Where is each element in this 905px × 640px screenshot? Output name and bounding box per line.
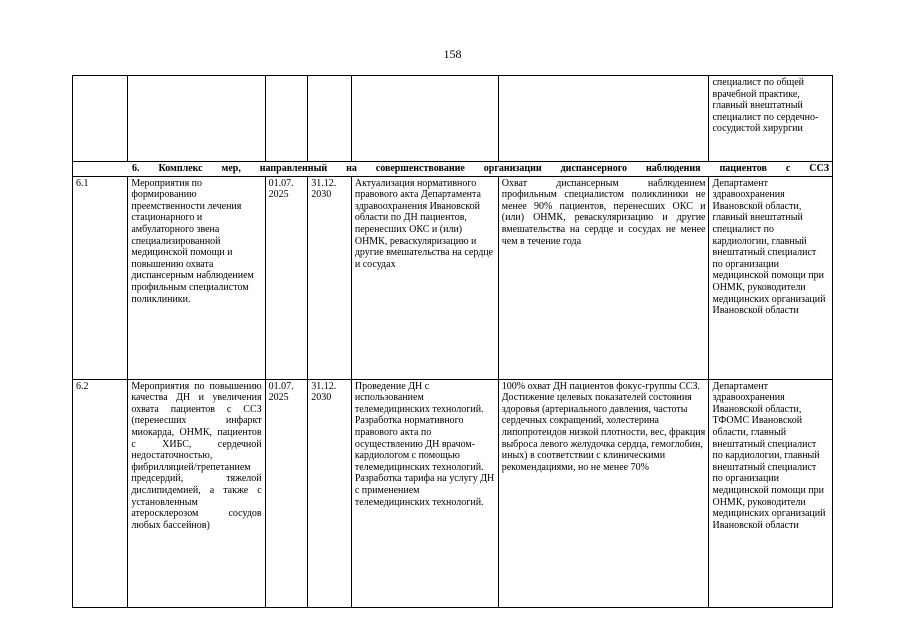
cell-responsible: Департамент здравоохранения Ивановской области, ТФОМС Ивановской области, главный внештатный специалист по кардиологии, главный внештатный специалист по организации медицинской помощи при ОНМК, руководители медицинских организаций Ивановской области xyxy=(709,379,833,607)
cell-responsible: Департамент здравоохранения Ивановской области, главный внештатный специалист по кардиологии, главный внештатный специалист по организации медицинской помощи при ОНМК, руководители медицинских организаций Ивановской области xyxy=(709,176,833,379)
table-row xyxy=(73,379,833,607)
cell-measure xyxy=(128,76,265,162)
indicator-line: Достижение целевых показателей состояния здоровья (артериального давления, частоты сердечных сокращений, холестерина липопротеидов низкой плотности, вес, фракция выброса левого желудочка сердца, гемоглобин, иных) в соответствии с клиническими рекомендациями, но не менее 70% xyxy=(501,392,706,473)
table-row xyxy=(73,176,833,379)
cell-result: Актуализация нормативного правового акта Департамента здравоохранения Ивановской области по ДН пациентов, перенесших ОКС и (или) ОНМК, реваскуляризацию и другие вмешательства на сердце и сосудах xyxy=(351,176,498,379)
cell-number xyxy=(73,76,128,162)
action-plan-table xyxy=(72,75,833,608)
cell-start: 01.07. 2025 xyxy=(265,379,308,607)
cell-indicator: Охват диспансерным наблюдением профильным специалистом поликлиники не менее 90% пациентов, перенесших ОКС и (или) ОНМК, реваскуляризацию и другие вмешательства на сердце и сосудах не менее чем в течение года xyxy=(498,176,709,379)
cell-indicator xyxy=(498,76,709,162)
cell-number: 6.1 xyxy=(73,176,128,379)
cell-number: 6.2 xyxy=(73,379,128,607)
section-row xyxy=(73,162,833,177)
cell-measure: Мероприятия по формированию преемственности лечения стационарного и амбулаторного звена специализированной медицинской помощи и повышению охвата диспансерным наблюдением профильным специалистом поликлиники. xyxy=(128,176,265,379)
cell-responsible: специалист по общей врачебной практике, главный внештатный специалист по сердечно-сосудистой хирургии xyxy=(709,76,833,162)
section-title: 6. Комплекс мер, направленный на совершенствование организации диспансерного наблюдения пациентов с ССЗ xyxy=(132,163,829,174)
cell-end xyxy=(308,76,352,162)
page-number: 158 xyxy=(443,47,462,61)
cell-result: Проведение ДН с использованием телемедицинских технологий. Разработка нормативного правового акта по осуществлению ДН врачом-кардиологом с помощью телемедицинских технологий. Разработка тарифа на услугу ДН с применением телемедицинских технологий. xyxy=(351,379,498,607)
cell-indicator xyxy=(498,379,709,607)
continuation-row xyxy=(73,76,833,162)
cell-start: 01.07. 2025 xyxy=(265,176,308,379)
cell-result xyxy=(351,76,498,162)
section-title-cell xyxy=(73,162,833,177)
indicator-line: 100% охват ДН пациентов фокус-группы ССЗ. xyxy=(501,380,700,392)
cell-end: 31.12. 2030 xyxy=(308,176,352,379)
cell-measure: Мероприятия по повышению качества ДН и увеличения охвата пациентов с ССЗ (перенесших инфаркт миокарда, ОНМК, пациентов с ХИБС, сердечной недостаточностью, фибрилляцией/трепетанием предсердий, тяжелой дислипидемией, а также с установленным атеросклерозом сосудов любых бассейнов) xyxy=(128,379,265,607)
cell-start xyxy=(265,76,308,162)
cell-end: 31.12. 2030 xyxy=(308,379,352,607)
